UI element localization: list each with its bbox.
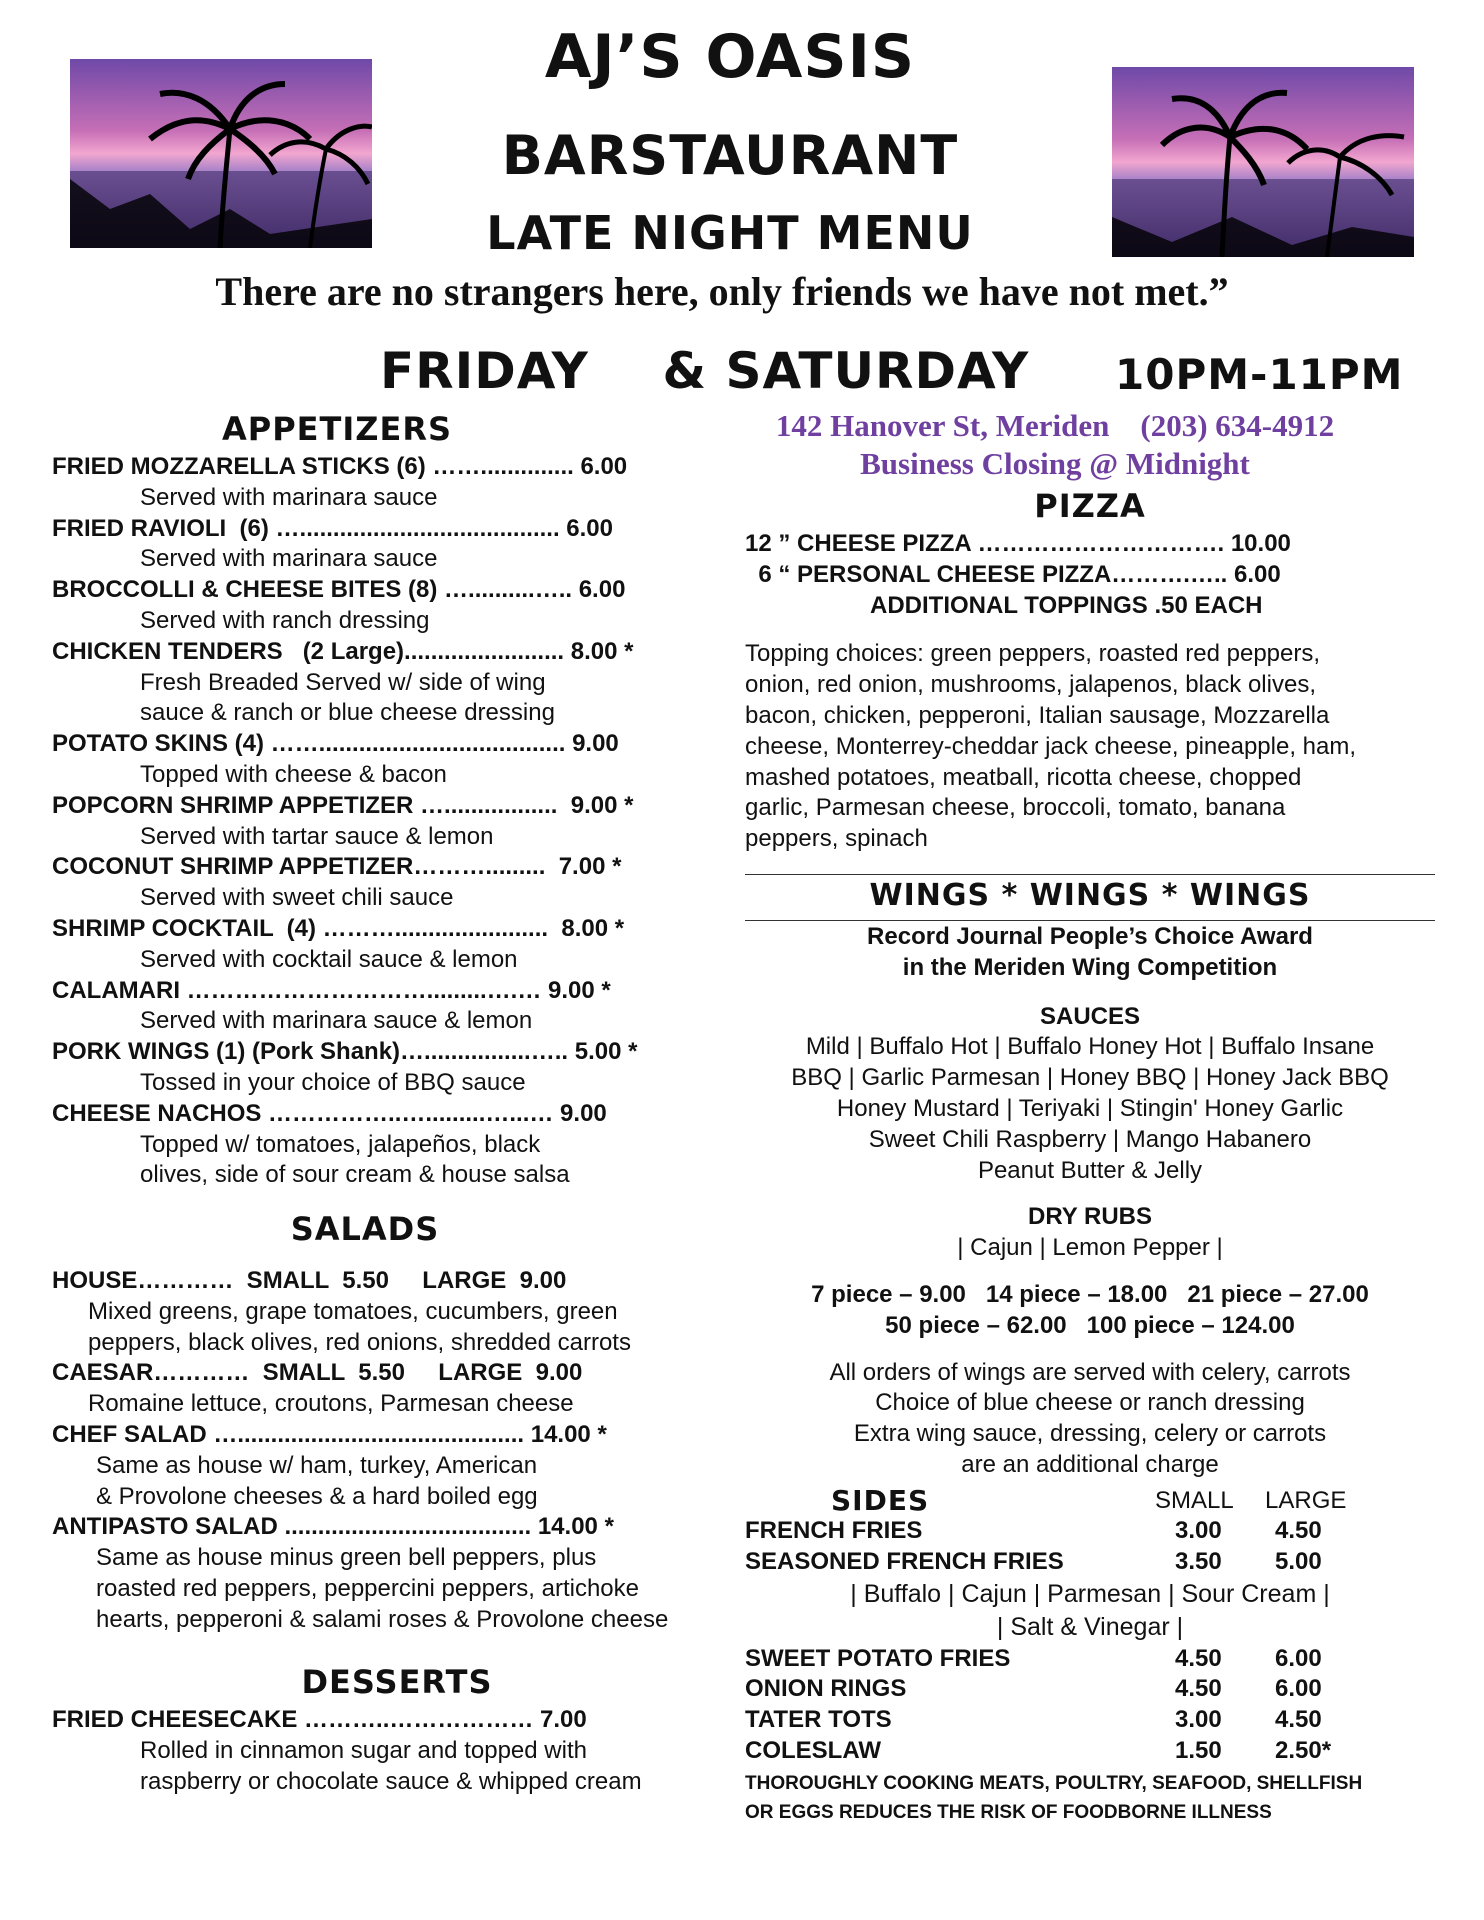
side-row	[745, 1705, 1435, 1736]
salads-section	[52, 1210, 752, 1636]
foodborne-warning: THOROUGHLY COOKING MEATS, POULTRY, SEAFOOD, SHELLFISH OR EGGS REDUCES THE RISK OF FOODBORNE ILLNESS	[745, 1772, 1363, 1823]
wings-section	[745, 922, 1435, 1481]
address-phone: 142 Hanover St, Meriden (203) 634-4912	[775, 408, 1335, 443]
wings-award: Record Journal People’s Choice Award in the Meriden Wing Competition	[867, 923, 1313, 981]
salads-item-1: CAESAR………… SMALL 5.50 LARGE 9.00	[52, 1359, 583, 1387]
side-name: FRENCH FRIES	[745, 1517, 923, 1544]
side-name: TATER TOTS	[745, 1706, 892, 1734]
desserts-item-desc-0: Rolled in cinnamon sugar and topped with raspberry or chocolate sauce & whipped cream	[140, 1736, 642, 1795]
sauces-title: SAUCES	[1039, 1002, 1141, 1030]
appetizers-item-desc-7: Served with cocktail sauce & lemon	[140, 945, 518, 973]
appetizers-item-4: POTATO SKINS (4) ……..................................... 9.00	[52, 730, 619, 758]
side-large: 6.00	[1275, 1675, 1322, 1703]
appetizers-item-6: COCONUT SHRIMP APPETIZER………......... 7.00 *	[52, 853, 622, 881]
side-small: 3.50	[1175, 1547, 1222, 1575]
appetizers-item-desc-6: Served with sweet chili sauce	[140, 884, 454, 912]
side-name: COLESLAW	[745, 1736, 881, 1764]
sides-col-large: LARGE	[1265, 1487, 1347, 1514]
appetizers-item-2: BROCCOLLI & CHEESE BITES (8) …..........….. 6.00	[52, 576, 626, 604]
restaurant-name: AJ’S OASIS	[544, 22, 916, 92]
dry-rubs-title: DRY RUBS	[1027, 1203, 1153, 1231]
pizza-section	[745, 487, 1435, 855]
salads-item-desc-0: Mixed greens, grape tomatoes, cucumbers, green peppers, black olives, red onions, shredded carrots	[88, 1297, 631, 1356]
appetizers-item-desc-0: Served with marinara sauce	[140, 483, 438, 511]
appetizers-item-9: PORK WINGS (1) (Pork Shank)…................….. 5.00 *	[52, 1038, 638, 1066]
side-row	[745, 1674, 1435, 1705]
appetizers-item-desc-10: Topped w/ tomatoes, jalapeños, black olives, side of sour cream & house salsa	[140, 1130, 570, 1189]
salads-item-desc-2: Same as house w/ ham, turkey, American & Provolone cheeses & a hard boiled egg	[96, 1451, 538, 1510]
appetizers-item-desc-9: Tossed in your choice of BBQ sauce	[140, 1068, 526, 1096]
appetizers-title: APPETIZERS	[221, 410, 452, 448]
appetizers-item-5: POPCORN SHRIMP APPETIZER …................. 9.00 *	[52, 791, 634, 819]
days-heading: FRIDAY & SATURDAY	[380, 342, 1030, 400]
pizza-toppings-price: ADDITIONAL TOPPINGS .50 EACH	[870, 591, 1263, 619]
wing-notes: All orders of wings are served with celery, carrots Choice of blue cheese or ranch dressing Extra wing sauce, dressing, celery or carrots are an additional charge	[829, 1358, 1351, 1478]
side-name: SEASONED FRENCH FRIES	[745, 1547, 1064, 1575]
appetizers-item-0: FRIED MOZZARELLA STICKS (6) …….............. 6.00	[52, 453, 628, 480]
restaurant-subtitle: BARSTAURANT	[501, 124, 959, 187]
side-name: SWEET POTATO FRIES	[745, 1644, 1011, 1672]
side-row	[745, 1736, 1435, 1767]
desserts-title: DESSERTS	[301, 1663, 493, 1701]
appetizers-item-desc-2: Served with ranch dressing	[140, 606, 430, 634]
divider-bottom	[745, 920, 1435, 921]
salads-item-2: CHEF SALAD …........................................... 14.00 *	[52, 1420, 607, 1448]
desserts-section	[52, 1663, 752, 1797]
sides-title: SIDES	[831, 1484, 930, 1517]
pizza-title: PIZZA	[1034, 487, 1146, 525]
side-small: 3.00	[1175, 1706, 1222, 1734]
side-large: 6.00	[1275, 1644, 1322, 1672]
appetizers-item-desc-4: Topped with cheese & bacon	[140, 760, 447, 788]
side-row	[745, 1644, 1435, 1675]
pizza-6-personal: 6 “ PERSONAL CHEESE PIZZA……….….. 6.00	[745, 560, 1281, 588]
appetizers-item-3: CHICKEN TENDERS (2 Large)........................ 8.00 *	[52, 637, 634, 665]
appetizers-item-desc-1: Served with marinara sauce	[140, 545, 438, 573]
salads-item-0: HOUSE………… SMALL 5.50 LARGE 9.00	[52, 1267, 567, 1294]
side-large: 2.50*	[1275, 1736, 1332, 1764]
salads-item-desc-3: Same as house minus green bell peppers, plus roasted red peppers, peppercini peppers, artichoke hearts, pepperoni & salami roses & Provolone cheese	[96, 1544, 669, 1633]
appetizers-item-8: CALAMARI ………………………….........….… 9.00 *	[52, 976, 611, 1004]
side-small: 4.50	[1175, 1644, 1222, 1672]
salads-item-desc-1: Romaine lettuce, croutons, Parmesan cheese	[88, 1390, 574, 1418]
sides-section	[745, 1486, 1435, 1827]
salads-item-3: ANTIPASTO SALAD ..................................... 14.00 *	[52, 1513, 614, 1541]
side-large: 4.50	[1275, 1517, 1322, 1544]
side-small: 1.50	[1175, 1736, 1222, 1764]
sides-col-small: SMALL	[1155, 1487, 1234, 1514]
side-row	[745, 1547, 1435, 1578]
appetizers-item-10: CHEESE NACHOS ……………..….........…...… 9.00	[52, 1099, 607, 1127]
menu-name: LATE NIGHT MENU	[486, 206, 974, 260]
sauces-list: Mild | Buffalo Hot | Buffalo Honey Hot | Buffalo Insane BBQ | Garlic Parmesan | Honey BBQ | Honey Jack BBQ Honey Mustard | Teriyaki | Stingin' Honey Garlic Sweet Chili Raspberry | Mango Habanero Peanut Butter & Jelly	[791, 1033, 1389, 1184]
wings-title: WINGS * WINGS * WINGS	[869, 878, 1311, 913]
fries-seasonings: | Buffalo | Cajun | Parmesan | Sour Cream | | Salt & Vinegar |	[850, 1579, 1330, 1641]
appetizers-item-desc-8: Served with marinara sauce & lemon	[140, 1007, 533, 1035]
salads-title: SALADS	[290, 1210, 440, 1248]
side-name: ONION RINGS	[745, 1675, 907, 1703]
hours-heading: 10PM-11PM	[1115, 350, 1404, 399]
appetizers-item-1: FRIED RAVIOLI (6) …....................................... 6.00	[52, 514, 613, 542]
side-large: 4.50	[1275, 1706, 1322, 1734]
side-row	[745, 1516, 1435, 1547]
pizza-12-cheese: 12 ” CHEESE PIZZA …………………………. 10.00	[745, 530, 1291, 557]
appetizers-section	[52, 410, 742, 1191]
desserts-item-0: FRIED CHEESECAKE ………..……………… 7.00	[52, 1706, 587, 1733]
dry-rubs-list: | Cajun | Lemon Pepper |	[957, 1234, 1223, 1262]
side-small: 4.50	[1175, 1675, 1222, 1703]
appetizers-item-desc-5: Served with tartar sauce & lemon	[140, 822, 494, 850]
side-small: 3.00	[1175, 1517, 1222, 1544]
closing-note: Business Closing @ Midnight	[860, 446, 1250, 481]
pizza-topping-choices: Topping choices: green peppers, roasted red peppers, onion, red onion, mushrooms, jalapenos, black olives, bacon, chicken, pepperoni, Italian sausage, Mozzarella cheese, Monterrey-cheddar jack cheese, pineapple, ham, mashed potatoes, meatball, ricotta cheese, chopped garlic, Parmesan cheese, broccoli, tomato, banana peppers, spinach	[745, 640, 1357, 853]
side-large: 5.00	[1275, 1547, 1322, 1575]
divider-top	[745, 874, 1435, 875]
wing-prices: 7 piece – 9.00 14 piece – 18.00 21 piece – 27.00 50 piece – 62.00 100 piece – 124.00	[811, 1280, 1369, 1339]
appetizers-item-desc-3: Fresh Breaded Served w/ side of wing sauce & ranch or blue cheese dressing	[140, 668, 555, 727]
appetizers-item-7: SHRIMP COCKTAIL (4) ………....................... 8.00 *	[52, 914, 625, 942]
tagline: There are no strangers here, only friends we have not met.”	[215, 269, 1229, 314]
